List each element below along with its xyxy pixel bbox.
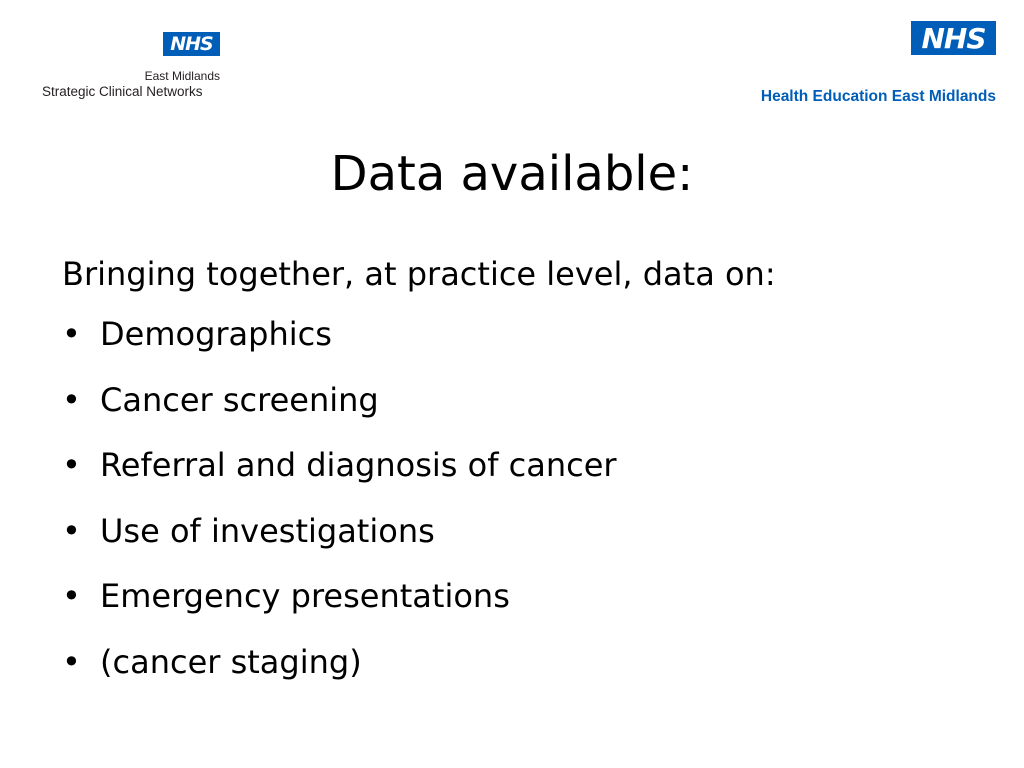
logo-org-name: Health Education East Midlands	[760, 88, 996, 105]
nhs-logo-icon: NHS	[911, 21, 996, 55]
intro-text: Bringing together, at practice level, data on:	[62, 255, 776, 293]
bullet-text: Emergency presentations	[100, 577, 510, 615]
slide-title: Data available:	[330, 146, 694, 202]
bullet-icon: •	[62, 577, 81, 615]
bullet-text: (cancer staging)	[100, 642, 362, 681]
bullet-icon: •	[62, 315, 81, 353]
bullet-text: Use of investigations	[100, 511, 435, 550]
bullet-text: Referral and diagnosis of cancer	[100, 446, 617, 484]
logo-subtitle: East Midlands	[144, 69, 220, 83]
bullet-icon: •	[62, 380, 81, 419]
bullet-text: Cancer screening	[100, 380, 379, 419]
logo-org-name: Strategic Clinical Networks	[42, 84, 203, 99]
bullet-text: Demographics	[100, 315, 332, 353]
bullet-icon: •	[62, 446, 81, 484]
bullet-icon: •	[62, 642, 81, 681]
nhs-logo-icon: NHS	[163, 32, 220, 56]
bullet-icon: •	[62, 511, 81, 550]
